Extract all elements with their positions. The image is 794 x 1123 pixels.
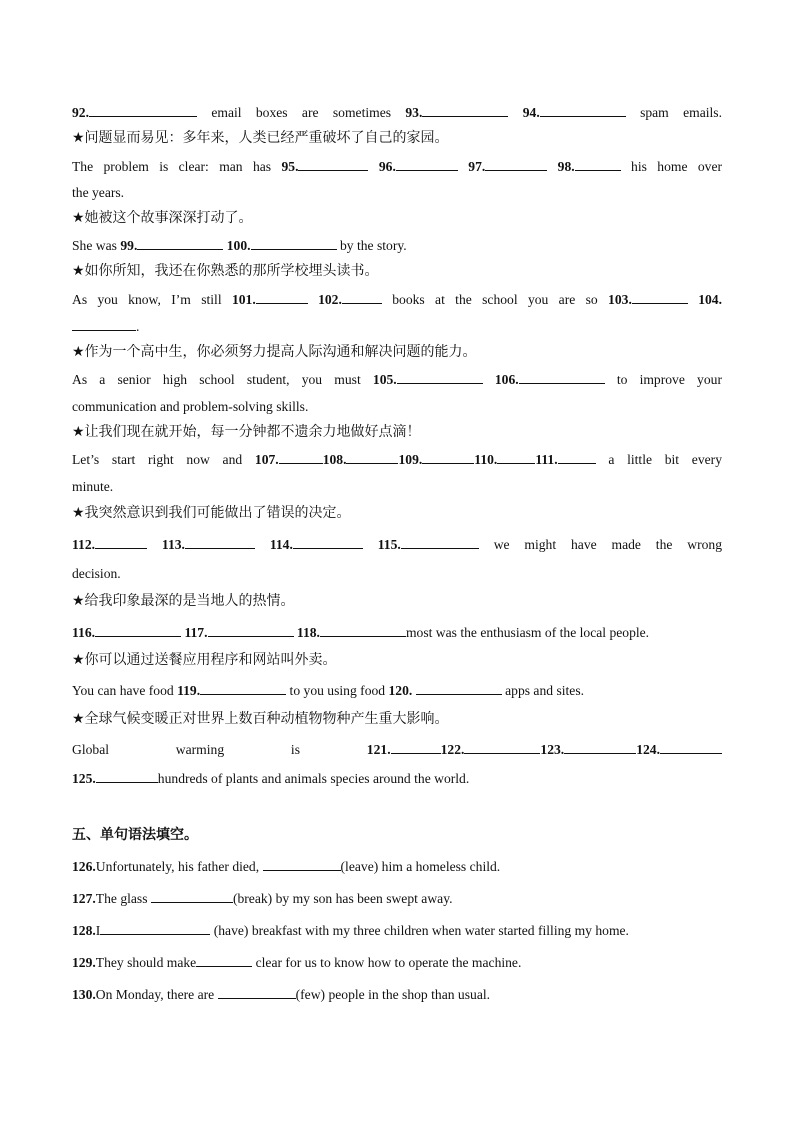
q-number: 115. <box>377 537 401 552</box>
q-number: 126. <box>72 859 96 874</box>
answer-blank[interactable] <box>256 291 308 304</box>
answer-blank[interactable] <box>497 451 535 464</box>
chinese-prompt: ★给我印象最深的是当地人的热情。 <box>72 593 295 609</box>
q-number: 108. <box>322 452 347 467</box>
q-number: 129. <box>72 955 96 970</box>
q-number: 114. <box>269 537 293 552</box>
text: to improve your <box>616 372 722 387</box>
q-number: 103. <box>608 292 632 307</box>
answer-blank[interactable] <box>298 158 368 171</box>
question-130 <box>72 986 722 1004</box>
answer-blank[interactable] <box>151 890 233 903</box>
line-95-98 <box>72 158 722 176</box>
chinese-prompt: ★让我们现在就开始，每一分钟都不遗余力地做好点滴！ <box>72 424 421 440</box>
text-line: decision. <box>72 566 121 581</box>
line-101-104 <box>72 291 722 309</box>
answer-blank[interactable] <box>95 536 147 549</box>
q-number: 121. <box>366 742 391 757</box>
answer-blank[interactable] <box>200 682 286 695</box>
answer-blank[interactable] <box>95 624 181 637</box>
answer-blank[interactable] <box>416 682 502 695</box>
text: The problem is clear: man has <box>72 159 272 174</box>
answer-blank[interactable] <box>263 858 341 871</box>
q-number: 111. <box>535 452 558 467</box>
text: I <box>95 923 101 938</box>
chinese-prompt: ★如你所知，我还在你熟悉的那所学校埋头读书。 <box>72 263 379 279</box>
q-number: 98. <box>557 159 575 174</box>
q-number: 104. <box>698 292 722 307</box>
text: Global <box>72 742 109 757</box>
q-number: 117. <box>184 625 208 640</box>
text: is <box>290 742 300 757</box>
q-number: 113. <box>161 537 185 552</box>
q-number: 122. <box>440 742 465 757</box>
answer-blank[interactable] <box>422 104 508 117</box>
line-125 <box>72 770 722 788</box>
q-number: 124. <box>636 742 660 757</box>
text: books at the school you are so <box>392 292 598 307</box>
q-number: 123. <box>540 742 565 757</box>
question-128 <box>72 922 722 940</box>
text: (few) people in the shop than usual. <box>295 987 491 1002</box>
q-number: 110. <box>474 452 498 467</box>
text: a little bit every <box>608 452 722 467</box>
chinese-prompt: ★作为一个高中生，你必须努力提高人际沟通和解决问题的能力。 <box>72 344 477 360</box>
answer-blank[interactable] <box>279 451 323 464</box>
text: by the story. <box>339 238 407 253</box>
text: (leave) him a homeless child. <box>340 859 501 874</box>
answer-blank[interactable] <box>485 158 547 171</box>
text: to you using food <box>289 683 386 698</box>
q-number: 96. <box>378 159 396 174</box>
line-104-cont <box>72 318 722 336</box>
answer-blank[interactable] <box>575 158 621 171</box>
text: They should make <box>95 955 197 970</box>
answer-blank[interactable] <box>96 770 158 783</box>
q-number: 105. <box>372 372 397 387</box>
answer-blank[interactable] <box>558 451 596 464</box>
answer-blank[interactable] <box>72 318 136 331</box>
answer-blank[interactable] <box>564 741 636 754</box>
q-number: 94. <box>522 105 540 120</box>
answer-blank[interactable] <box>293 536 363 549</box>
answer-blank[interactable] <box>660 741 722 754</box>
q-number: 125. <box>72 771 96 786</box>
answer-blank[interactable] <box>397 371 483 384</box>
line-105-106 <box>72 371 722 389</box>
q-number: 99. <box>120 238 138 253</box>
q-number: 109. <box>398 452 423 467</box>
answer-blank[interactable] <box>89 104 197 117</box>
text: his home over <box>631 159 723 174</box>
answer-blank[interactable] <box>540 104 626 117</box>
section-heading: 五、单句语法填空。 <box>72 827 198 843</box>
line-112-115 <box>72 536 722 554</box>
answer-blank[interactable] <box>251 237 337 250</box>
answer-blank[interactable] <box>396 158 458 171</box>
answer-blank[interactable] <box>464 741 540 754</box>
question-126 <box>72 858 722 876</box>
answer-blank[interactable] <box>218 986 296 999</box>
text: As a senior high school student, you must <box>72 372 361 387</box>
answer-blank[interactable] <box>100 922 210 935</box>
q-number: 101. <box>231 292 256 307</box>
chinese-prompt: ★我突然意识到我们可能做出了错误的决定。 <box>72 505 351 521</box>
text: email boxes are sometimes <box>211 105 392 120</box>
text: . <box>136 319 140 334</box>
text: hundreds of plants and animals species around the world. <box>157 771 470 786</box>
answer-blank[interactable] <box>137 237 223 250</box>
answer-blank[interactable] <box>422 451 474 464</box>
text: As you know, I’m still <box>72 292 222 307</box>
line-116-118 <box>72 624 722 642</box>
line-92-94 <box>72 104 722 122</box>
text: apps and sites. <box>505 683 585 698</box>
q-number: 127. <box>72 891 96 906</box>
text: Let’s start right now and <box>72 452 243 467</box>
question-129 <box>72 954 722 972</box>
q-number: 92. <box>72 105 89 120</box>
answer-blank[interactable] <box>632 291 688 304</box>
text: (break) by my son has been swept away. <box>232 891 453 906</box>
text: She was <box>72 238 117 253</box>
answer-blank[interactable] <box>320 624 406 637</box>
text: The glass <box>95 891 148 906</box>
q-number: 95. <box>281 159 299 174</box>
answer-blank[interactable] <box>391 741 441 754</box>
text: (have) breakfast with my three children when water started filling my home. <box>213 923 629 938</box>
q-number: 119. <box>177 683 201 698</box>
text: most was the enthusiasm of the local people. <box>405 625 650 640</box>
chinese-prompt: ★问题显而易见：多年来，人类已经严重破坏了自己的家园。 <box>72 130 449 146</box>
q-number: 112. <box>72 537 96 552</box>
answer-blank[interactable] <box>401 536 479 549</box>
text: You can have food <box>72 683 174 698</box>
chinese-prompt: ★她被这个故事深深打动了。 <box>72 210 253 226</box>
answer-blank[interactable] <box>342 291 382 304</box>
q-number: 102. <box>318 292 342 307</box>
q-number: 107. <box>254 452 279 467</box>
q-number: 106. <box>494 372 519 387</box>
answer-blank[interactable] <box>196 954 252 967</box>
text-line: the years. <box>72 185 125 200</box>
q-number: 100. <box>226 238 251 253</box>
chinese-prompt: ★全球气候变暖正对世界上数百种动植物物种产生重大影响。 <box>72 711 449 727</box>
q-number: 118. <box>296 625 320 640</box>
text: Unfortunately, his father died, <box>95 859 260 874</box>
line-121-124 <box>72 741 722 759</box>
text: spam emails. <box>640 105 722 120</box>
question-127 <box>72 890 722 908</box>
answer-blank[interactable] <box>208 624 294 637</box>
q-number: 120. <box>388 683 413 698</box>
q-number: 116. <box>72 625 96 640</box>
text-line: communication and problem-solving skills. <box>72 399 309 414</box>
q-number: 97. <box>468 159 486 174</box>
text: clear for us to know how to operate the machine. <box>255 955 522 970</box>
text: warming <box>175 742 225 757</box>
q-number: 130. <box>72 987 96 1002</box>
answer-blank[interactable] <box>346 451 398 464</box>
line-119-120 <box>72 682 722 700</box>
line-107-111 <box>72 451 722 469</box>
answer-blank[interactable] <box>185 536 255 549</box>
text-line: minute. <box>72 479 114 494</box>
chinese-prompt: ★你可以通过送餐应用程序和网站叫外卖。 <box>72 652 337 668</box>
answer-blank[interactable] <box>519 371 605 384</box>
line-99-100 <box>72 237 722 255</box>
text: we might have made the wrong <box>493 537 723 552</box>
q-number: 128. <box>72 923 96 938</box>
text: On Monday, there are <box>95 987 215 1002</box>
q-number: 93. <box>405 105 423 120</box>
